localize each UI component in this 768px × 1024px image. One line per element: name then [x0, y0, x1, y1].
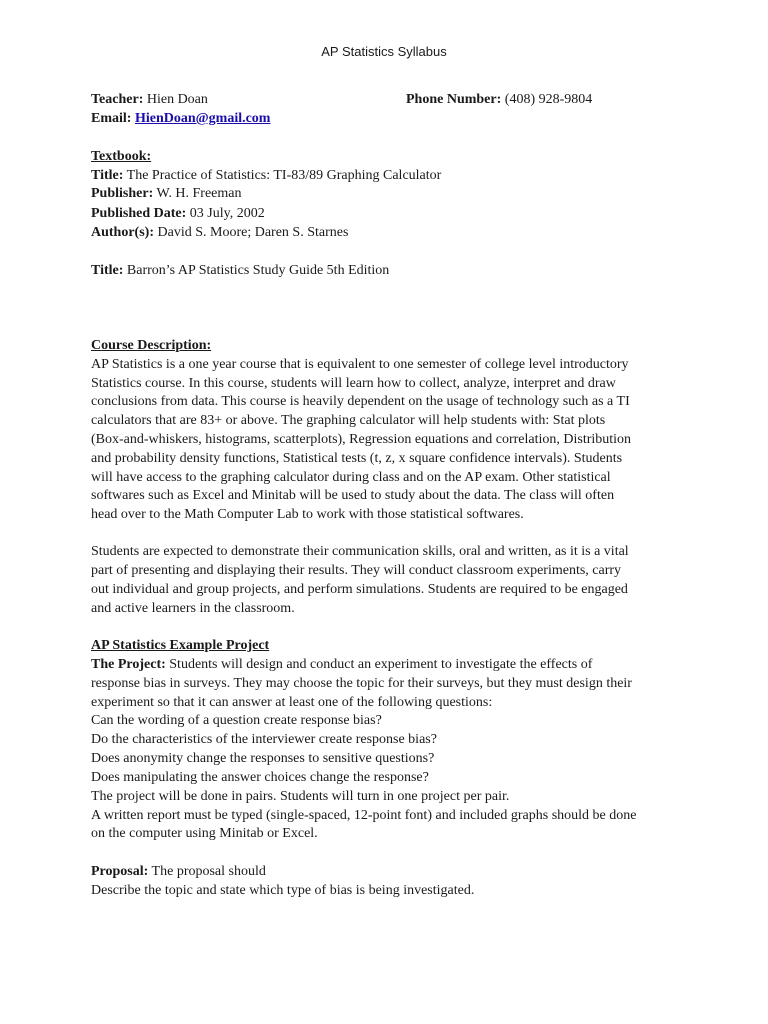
course-desc-p1-line: conclusions from data. This course is heavily dependent on the usage of technology such as a TI — [91, 394, 630, 409]
email-link[interactable]: HienDoan@gmail.com — [134, 111, 271, 126]
project-question: Does anonymity change the responses to sensitive questions? — [91, 751, 435, 766]
project-line: experiment so that it can answer at least one of the following questions: — [91, 695, 493, 710]
page-title: AP Statistics Syllabus — [321, 44, 447, 59]
project-line: A written report must be typed (single-spaced, 12-point font) and included graphs should be done — [91, 808, 637, 823]
authors-label: Author(s): — [91, 225, 154, 240]
textbook-title-value: The Practice of Statistics: TI-83/89 Graphing Calculator — [126, 168, 442, 183]
published-date-label: Published Date: — [91, 206, 187, 221]
teacher-label: Teacher: — [91, 92, 144, 107]
publisher-line — [91, 184, 242, 203]
course-description-heading: Course Description: — [91, 338, 212, 353]
proposal-description: Describe the topic and state which type of bias is being investigated. — [91, 883, 475, 898]
course-desc-p1-line: and probability density functions, Statistical tests (t, z, x square confidence intervals). Students — [91, 451, 623, 466]
project-heading: AP Statistics Example Project — [91, 638, 270, 653]
email-line — [91, 109, 270, 128]
authors-line — [91, 223, 348, 242]
course-desc-p1-line: (Box-and-whiskers, histograms, scatterplots), Regression equations and correlation, Distribution — [91, 432, 632, 447]
proposal-label-rest: The proposal should — [148, 864, 266, 879]
study-guide-title-value: Barron’s AP Statistics Study Guide 5th Edition — [126, 263, 390, 278]
phone-line — [406, 90, 592, 109]
published-date-value: 03 July, 2002 — [189, 206, 265, 221]
course-desc-p1-line: Statistics course. In this course, students will learn how to collect, analyze, interpret and draw — [91, 376, 616, 391]
project-label: The Project: — [91, 657, 166, 672]
email-label: Email: — [91, 111, 132, 126]
project-first-line — [91, 655, 592, 674]
proposal-line — [91, 862, 266, 881]
textbook-heading: Textbook: — [91, 149, 152, 164]
proposal-label: Proposal: — [91, 864, 149, 879]
course-desc-p2-line: Students are expected to demonstrate their communication skills, oral and written, as it is a vital — [91, 544, 629, 559]
project-first-line-text: Students will design and conduct an experiment to investigate the effects of — [165, 657, 593, 672]
textbook-title-line — [91, 166, 441, 185]
phone-label: Phone Number: — [406, 92, 502, 107]
course-desc-p1-line: will have access to the graphing calculator during class and on the AP exam. Other statistical — [91, 470, 611, 485]
project-question: Can the wording of a question create response bias? — [91, 713, 382, 728]
authors-value: David S. Moore; Daren S. Starnes — [157, 225, 349, 240]
published-date-line — [91, 204, 265, 223]
course-desc-p2-line: part of presenting and displaying their results. They will conduct classroom experiments, carry — [91, 563, 622, 578]
publisher-value: W. H. Freeman — [156, 186, 242, 201]
study-guide-title-line — [91, 261, 389, 280]
project-line: response bias in surveys. They may choose the topic for their surveys, but they must design their — [91, 676, 632, 691]
course-desc-p1-line: head over to the Math Computer Lab to work with those statistical softwares. — [91, 507, 524, 522]
course-desc-p2-line: and active learners in the classroom. — [91, 601, 295, 616]
project-question: Does manipulating the answer choices change the response? — [91, 770, 429, 785]
course-desc-p1-line: AP Statistics is a one year course that is equivalent to one semester of college level introductory — [91, 357, 629, 372]
project-line: on the computer using Minitab or Excel. — [91, 826, 318, 841]
course-desc-p1-line: softwares such as Excel and Minitab will be used to study about the data. The class will often — [91, 488, 615, 503]
publisher-label: Publisher: — [91, 186, 154, 201]
project-question: Do the characteristics of the interviewer create response bias? — [91, 732, 437, 747]
teacher-line — [91, 90, 208, 109]
textbook-title-label: Title: — [91, 168, 124, 183]
phone-value: (408) 928-9804 — [504, 92, 593, 107]
study-guide-title-label: Title: — [91, 263, 124, 278]
course-desc-p1-line: calculators that are 83+ or above. The graphing calculator will help students with: Stat plots — [91, 413, 606, 428]
course-desc-p2-line: out individual and group projects, and perform simulations. Students are required to be engaged — [91, 582, 628, 597]
teacher-value: Hien Doan — [146, 92, 208, 107]
project-line: The project will be done in pairs. Students will turn in one project per pair. — [91, 789, 510, 804]
